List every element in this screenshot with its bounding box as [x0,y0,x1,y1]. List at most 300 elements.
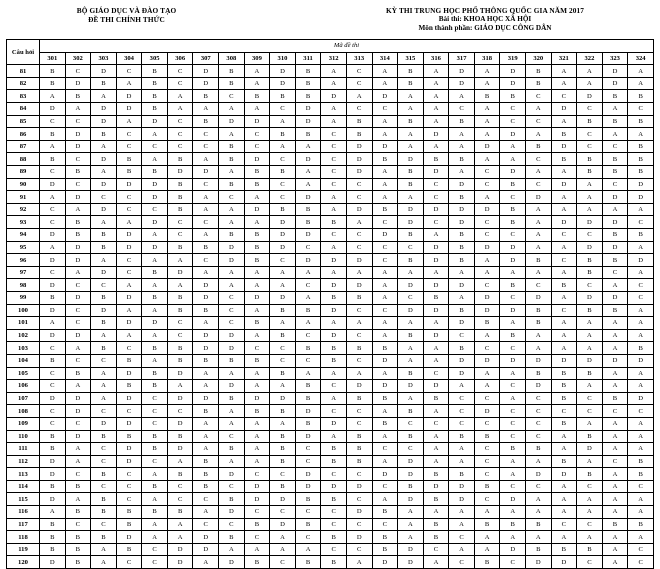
answer-cell: C [449,392,475,405]
answer-cell: C [551,304,577,317]
table-row [7,443,654,456]
answer-cell: B [423,493,449,506]
answer-cell: A [40,506,66,519]
answer-cell: D [193,65,219,78]
answer-cell: A [551,329,577,342]
answer-cell: B [167,468,193,481]
answer-cell: D [449,480,475,493]
answer-cell: D [525,354,551,367]
answer-cell: A [244,367,270,380]
answer-cell: D [346,380,372,393]
answer-cell: C [500,229,526,242]
answer-cell: C [193,254,219,267]
answer-cell: B [525,543,551,556]
column-header-exam-code: 309 [244,52,270,65]
answer-cell: A [244,65,270,78]
answer-cell: B [244,90,270,103]
question-number: 91 [7,191,40,204]
answer-cell: B [91,430,117,443]
answer-cell: D [270,392,296,405]
answer-cell: C [346,468,372,481]
answer-cell: D [116,229,142,242]
answer-cell: C [116,493,142,506]
answer-cell: B [346,115,372,128]
answer-cell: D [40,229,66,242]
answer-cell: A [449,543,475,556]
answer-cell: A [244,266,270,279]
table-row [7,455,654,468]
answer-cell: B [321,556,347,569]
answer-cell: A [577,417,603,430]
table-row [7,556,654,569]
answer-cell: A [398,128,424,141]
answer-cell: A [500,266,526,279]
answer-cell: D [116,443,142,456]
answer-cell: B [167,354,193,367]
answer-cell: A [474,191,500,204]
answer-cell: A [423,90,449,103]
answer-cell: D [167,266,193,279]
answer-cell: A [577,191,603,204]
answer-cell: C [40,216,66,229]
answer-cell: B [602,518,628,531]
answer-cell: A [193,443,219,456]
answer-cell: B [40,443,66,456]
answer-cell: A [602,329,628,342]
answer-cell: D [398,455,424,468]
answer-cell: A [91,329,117,342]
answer-cell: C [500,103,526,116]
answer-cell: C [372,103,398,116]
answer-cell: D [398,380,424,393]
answer-cell: D [295,405,321,418]
table-row [7,65,654,78]
answer-cell: C [142,556,168,569]
table-row [7,279,654,292]
answer-cell: A [474,128,500,141]
answer-cell: C [167,229,193,242]
answer-cell: C [346,241,372,254]
answer-cell: B [321,531,347,544]
answer-cell: B [577,304,603,317]
table-row [7,392,654,405]
answer-cell: D [500,65,526,78]
answer-cell: A [65,103,91,116]
answer-cell: A [142,329,168,342]
answer-cell: C [295,329,321,342]
answer-cell: D [423,203,449,216]
answer-cell: A [423,140,449,153]
answer-cell: C [346,65,372,78]
answer-cell: D [219,241,245,254]
answer-cell: C [321,468,347,481]
answer-cell: A [628,329,654,342]
column-header-exam-code: 313 [346,52,372,65]
answer-cell: B [474,430,500,443]
answer-cell: A [449,518,475,531]
answer-cell: C [551,229,577,242]
answer-cell: A [372,291,398,304]
answer-cell: C [167,128,193,141]
answer-cell: D [500,254,526,267]
answer-cell: B [295,518,321,531]
answer-cell: A [628,304,654,317]
answer-cell: B [91,77,117,90]
answer-cell: A [65,493,91,506]
answer-cell: D [602,354,628,367]
answer-cell: D [270,216,296,229]
table-head [7,40,654,65]
answer-cell: A [321,77,347,90]
table-row [7,518,654,531]
question-number: 102 [7,329,40,342]
answer-cell: C [346,77,372,90]
answer-cell: B [244,405,270,418]
answer-cell: A [423,266,449,279]
table-row [7,354,654,367]
answer-cell: B [167,191,193,204]
answer-cell: D [628,178,654,191]
table-row [7,291,654,304]
answer-cell: A [244,443,270,456]
table-row [7,468,654,481]
answer-cell: A [270,417,296,430]
answer-cell: A [372,65,398,78]
answer-cell: A [244,216,270,229]
answer-cell: A [551,493,577,506]
answer-cell: A [423,506,449,519]
answer-cell: A [270,115,296,128]
answer-cell: B [40,77,66,90]
answer-cell: B [372,543,398,556]
answer-cell: D [295,115,321,128]
table-row [7,329,654,342]
table-group-header-row [7,40,654,53]
answer-cell: B [295,392,321,405]
answer-cell: D [321,90,347,103]
answer-cell: D [142,115,168,128]
answer-cell: C [474,216,500,229]
column-header-exam-code: 314 [372,52,398,65]
answer-cell: D [91,266,117,279]
answer-cell: A [91,367,117,380]
answer-cell: B [525,367,551,380]
column-header-exam-code: 317 [449,52,475,65]
answer-cell: D [423,128,449,141]
answer-cell: D [525,556,551,569]
answer-cell: A [244,430,270,443]
answer-cell: B [372,203,398,216]
answer-cell: B [270,166,296,179]
answer-cell: A [219,417,245,430]
answer-cell: B [142,506,168,519]
answer-cell: A [525,203,551,216]
answer-cell: A [142,229,168,242]
answer-cell: A [602,480,628,493]
answer-cell: A [295,266,321,279]
answer-cell: B [270,480,296,493]
question-number: 108 [7,405,40,418]
answer-cell: D [167,543,193,556]
answer-cell: A [551,443,577,456]
answer-cell: B [65,367,91,380]
answer-cell: D [449,317,475,330]
answer-cell: D [142,241,168,254]
answer-cell: A [423,556,449,569]
answer-cell: A [372,405,398,418]
answer-cell: D [551,140,577,153]
answer-cell: A [577,493,603,506]
answer-cell: A [577,506,603,519]
answer-cell: D [321,304,347,317]
answer-cell: C [449,405,475,418]
answer-cell: B [346,342,372,355]
answer-cell: A [142,304,168,317]
answer-cell: C [142,405,168,418]
answer-cell: D [423,480,449,493]
question-number: 101 [7,317,40,330]
answer-cell: A [142,254,168,267]
answer-cell: D [91,417,117,430]
answer-cell: C [577,128,603,141]
answer-cell: D [167,367,193,380]
answer-cell: D [372,380,398,393]
answer-cell: A [91,166,117,179]
answer-cell: A [167,279,193,292]
answer-cell: B [167,203,193,216]
answer-cell: B [65,531,91,544]
answer-cell: A [244,191,270,204]
answer-cell: B [40,430,66,443]
answer-cell: B [321,493,347,506]
answer-cell: C [167,216,193,229]
answer-cell: A [474,103,500,116]
answer-cell: B [449,430,475,443]
answer-cell: C [525,392,551,405]
answer-cell: C [244,468,270,481]
answer-cell: A [551,203,577,216]
answer-cell: D [219,468,245,481]
answer-cell: D [602,241,628,254]
answer-cell: C [65,317,91,330]
answer-cell: D [116,291,142,304]
answer-cell: A [474,266,500,279]
answer-cell: A [628,128,654,141]
answer-cell: B [219,153,245,166]
answer-cell: A [91,543,117,556]
answer-cell: C [321,128,347,141]
answer-cell: B [500,279,526,292]
answer-cell: D [65,241,91,254]
answer-cell: C [142,417,168,430]
answer-cell: C [116,203,142,216]
answer-cell: C [116,128,142,141]
answer-cell: B [372,531,398,544]
answer-cell: D [449,178,475,191]
answer-cell: D [167,166,193,179]
exam-subject-group: Bài thi: KHOA HỌC XÃ HỘI [438,15,532,24]
answer-cell: D [40,493,66,506]
answer-cell: B [270,203,296,216]
answer-cell: A [193,203,219,216]
answer-cell: D [193,543,219,556]
answer-cell: B [116,543,142,556]
answer-cell: B [142,77,168,90]
answer-cell: D [321,279,347,292]
answer-cell: D [167,417,193,430]
question-number: 99 [7,291,40,304]
column-header-exam-code: 321 [551,52,577,65]
table-row [7,317,654,330]
answer-cell: B [423,291,449,304]
answer-cell: C [244,128,270,141]
table-row [7,241,654,254]
answer-cell: D [40,392,66,405]
answer-cell: B [270,405,296,418]
answer-cell: D [65,329,91,342]
answer-cell: D [500,543,526,556]
answer-cell: A [219,455,245,468]
answer-cell: A [628,65,654,78]
question-number: 84 [7,103,40,116]
answer-cell: D [474,140,500,153]
answer-cell: D [551,556,577,569]
answer-cell: A [167,455,193,468]
answer-cell: D [91,103,117,116]
table-row [7,216,654,229]
answer-cell: C [577,392,603,405]
answer-cell: A [398,354,424,367]
answer-cell: C [321,518,347,531]
answer-cell: A [525,103,551,116]
answer-cell: B [167,241,193,254]
answer-cell: C [346,178,372,191]
answer-cell: B [295,77,321,90]
answer-cell: B [628,153,654,166]
question-number: 115 [7,493,40,506]
answer-cell: A [449,506,475,519]
answer-cell: A [423,455,449,468]
answer-cell: A [577,342,603,355]
answer-cell: C [193,178,219,191]
answer-cell: A [551,166,577,179]
answer-cell: B [116,380,142,393]
answer-cell: A [270,140,296,153]
answer-cell: B [577,166,603,179]
answer-cell: A [577,329,603,342]
answer-cell: C [142,455,168,468]
answer-cell: D [193,77,219,90]
answer-cell: C [474,493,500,506]
answer-cell: C [142,392,168,405]
answer-cell: A [142,518,168,531]
answer-cell: B [167,178,193,191]
answer-cell: A [372,128,398,141]
answer-cell: C [321,153,347,166]
answer-cell: D [295,480,321,493]
answer-cell: C [167,317,193,330]
answer-cell: B [219,531,245,544]
answer-cell: D [423,304,449,317]
table-row [7,166,654,179]
answer-cell: B [525,77,551,90]
table-row [7,367,654,380]
answer-cell: A [602,103,628,116]
answer-cell: C [474,342,500,355]
answer-cell: D [193,342,219,355]
answer-cell: B [321,342,347,355]
answer-cell: D [321,417,347,430]
answer-cell: B [65,556,91,569]
answer-cell: B [372,392,398,405]
answer-cell: A [525,329,551,342]
answer-cell: D [346,279,372,292]
answer-cell: C [270,153,296,166]
answer-cell: A [91,380,117,393]
answer-cell: C [270,254,296,267]
answer-cell: C [398,417,424,430]
answer-cell: A [321,115,347,128]
answer-cell: D [219,380,245,393]
answer-cell: C [346,103,372,116]
answer-cell: A [423,103,449,116]
answer-cell: B [474,556,500,569]
answer-cell: B [551,128,577,141]
answer-cell: D [551,468,577,481]
answer-cell: D [628,392,654,405]
answer-cell: B [602,254,628,267]
answer-cell: B [219,140,245,153]
answer-cell: D [193,279,219,292]
answer-cell: A [602,417,628,430]
answer-cell: C [525,430,551,443]
answer-cell: A [321,103,347,116]
answer-cell: B [219,493,245,506]
answer-cell: B [244,229,270,242]
answer-cell: B [40,480,66,493]
answer-cell: A [372,279,398,292]
column-header-exam-code: 304 [116,52,142,65]
question-number: 104 [7,354,40,367]
answer-cell: A [449,443,475,456]
answer-cell: A [321,191,347,204]
answer-cell: A [628,203,654,216]
answer-cell: D [500,304,526,317]
answer-cell: C [116,342,142,355]
answer-cell: A [551,241,577,254]
answer-cell: B [500,329,526,342]
answer-cell: C [65,518,91,531]
answer-cell: C [65,417,91,430]
answer-cell: A [372,329,398,342]
answer-cell: B [525,317,551,330]
answer-cell: B [577,367,603,380]
answer-cell: D [219,329,245,342]
answer-cell: D [244,493,270,506]
answer-cell: C [295,354,321,367]
question-number: 109 [7,417,40,430]
answer-cell: A [346,266,372,279]
answer-cell: D [346,166,372,179]
answer-cell: A [423,430,449,443]
answer-cell: D [398,304,424,317]
answer-cell: A [500,140,526,153]
answer-cell: A [500,153,526,166]
answer-cell: B [65,166,91,179]
answer-cell: B [193,115,219,128]
answer-cell: A [398,317,424,330]
answer-cell: D [40,254,66,267]
